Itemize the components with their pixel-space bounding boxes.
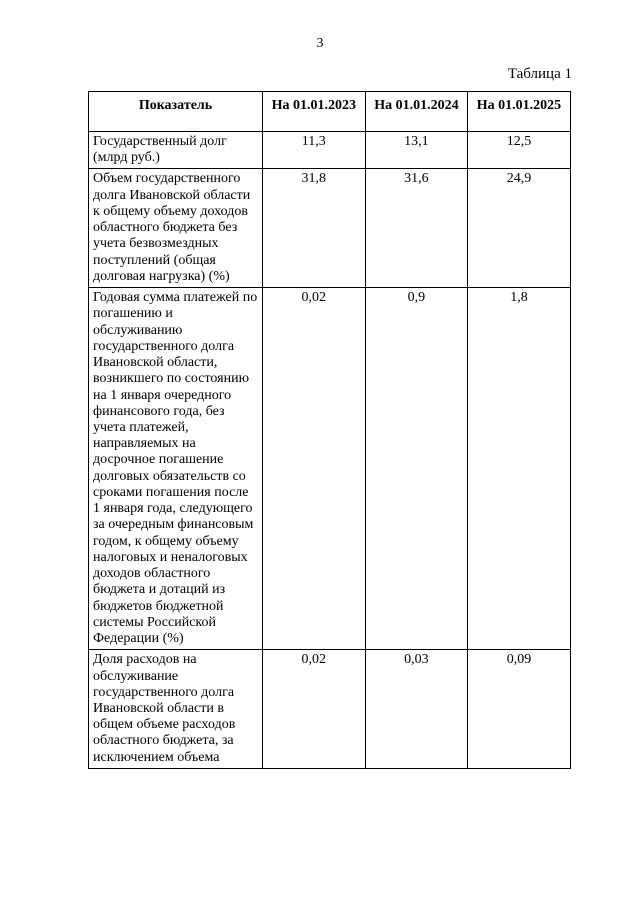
value-cell: 0,03 — [365, 650, 468, 769]
value-cell: 0,9 — [365, 288, 468, 650]
indicators-table — [88, 91, 571, 769]
value-cell: 1,8 — [468, 288, 571, 650]
value-cell: 11,3 — [263, 132, 366, 169]
table-header — [89, 92, 571, 132]
value-cell: 0,02 — [263, 650, 366, 769]
indicator-cell: Годовая сумма платежей по погашению и обслуживанию государственного долга Ивановской области, возникшего по состоянию на 1 января очередного финансового года, без учета платежей, направляемых на досрочное погашение долговых обязательств со сроками погашения после 1 января года, следующего за очередным финансовым годом, к общему объему налоговых и неналоговых доходов областного бюджета и дотаций из бюджетов бюджетной системы Российской Федерации (%) — [89, 288, 263, 650]
column-header-indicator: Показатель — [89, 92, 263, 132]
table-caption: Таблица 1 — [507, 66, 572, 82]
value-cell: 31,8 — [263, 169, 366, 288]
value-cell: 0,09 — [468, 650, 571, 769]
indicator-cell: Доля расходов на обслуживание государственного долга Ивановской области в общем объеме расходов областного бюджета, за исключением объема — [89, 650, 263, 769]
table-row — [89, 650, 571, 769]
indicator-cell: Государственный долг (млрд руб.) — [89, 132, 263, 169]
table-row — [89, 132, 571, 169]
indicator-cell: Объем государственного долга Ивановской области к общему объему доходов областного бюджета без учета безвозмездных поступлений (общая долговая нагрузка) (%) — [89, 169, 263, 288]
column-header-2025: На 01.01.2025 — [468, 92, 571, 132]
column-header-2024: На 01.01.2024 — [365, 92, 468, 132]
table-row — [89, 169, 571, 288]
header-row — [89, 92, 571, 132]
value-cell: 12,5 — [468, 132, 571, 169]
table-body — [89, 132, 571, 769]
column-header-2023: На 01.01.2023 — [263, 92, 366, 132]
table-row — [89, 288, 571, 650]
value-cell: 31,6 — [365, 169, 468, 288]
page-number: 3 — [316, 36, 324, 51]
value-cell: 13,1 — [365, 132, 468, 169]
value-cell: 24,9 — [468, 169, 571, 288]
value-cell: 0,02 — [263, 288, 366, 650]
